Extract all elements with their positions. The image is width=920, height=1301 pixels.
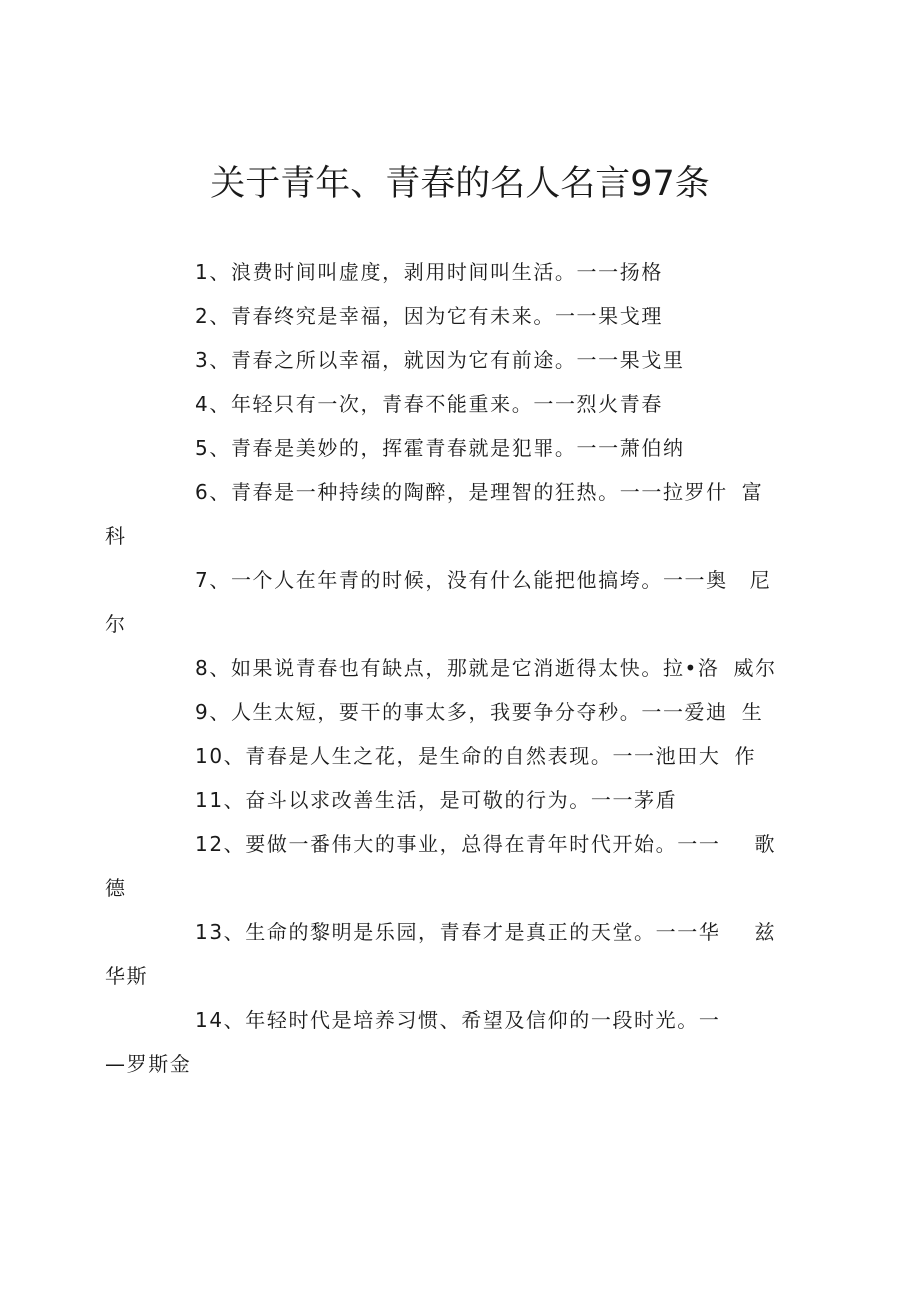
quote-text: 生命的黎明是乐园，青春才是真正的天堂。 xyxy=(245,920,656,944)
quote-author-part: 歌 xyxy=(754,832,777,856)
quote-author: 爱迪 xyxy=(684,700,728,724)
quote-author: 拉罗什 xyxy=(662,480,728,504)
quote-text: 人生太短，要干的事太多，我要争分夺秒。 xyxy=(230,700,642,724)
quote-dash: 一一 xyxy=(590,788,635,812)
quote-text: 青春之所以幸福，就因为它有前途。 xyxy=(230,348,577,372)
quote-item xyxy=(150,646,801,690)
quote-author-part: 尔 xyxy=(105,612,127,636)
quote-item xyxy=(150,382,801,426)
quote-item xyxy=(105,910,801,998)
quote-item xyxy=(150,426,801,470)
quote-number: 13、 xyxy=(195,920,246,944)
quote-author: 果戈里 xyxy=(619,348,685,372)
quote-item xyxy=(105,822,801,910)
quote-author-part: 富 xyxy=(741,480,764,504)
quote-item xyxy=(150,734,801,778)
quote-number: 2、 xyxy=(195,304,231,328)
quote-author-part: 尼 xyxy=(749,568,772,592)
quote-author-part: 威尔 xyxy=(733,656,777,680)
quote-item xyxy=(105,998,801,1086)
quote-author: 华 xyxy=(698,920,721,944)
quote-author-part: 生 xyxy=(741,700,764,724)
quote-dash: 一一 xyxy=(576,260,620,284)
quote-text: 青春是人生之花，是生命的自然表现。 xyxy=(245,744,613,768)
quote-author: 萧伯纳 xyxy=(619,436,685,460)
quote-text: 年轻时代是培养习惯、希望及信仰的一段时光。 xyxy=(245,1008,699,1032)
quote-number: 8、 xyxy=(195,656,231,680)
quote-author: 扬格 xyxy=(619,260,663,284)
quote-item xyxy=(150,778,801,822)
quote-text: 青春是美妙的，挥霍青春就是犯罪。 xyxy=(230,436,577,460)
document-title: 关于青年、青春的名人名言97条 xyxy=(210,164,710,204)
quote-text: 要做一番伟大的事业，总得在青年时代开始。 xyxy=(245,832,678,856)
quote-author: 茅盾 xyxy=(634,788,678,812)
quote-dash: 一 xyxy=(698,1008,721,1032)
quote-number: 9、 xyxy=(195,700,231,724)
quote-text: 青春终究是幸福，因为它有未来。 xyxy=(230,304,555,328)
quote-author: —罗斯金 xyxy=(105,1052,192,1076)
quote-author: 果戈理 xyxy=(598,304,663,328)
quote-dash: 一一 xyxy=(655,920,699,944)
quote-dash: 一一 xyxy=(612,744,656,768)
quote-number: 4、 xyxy=(195,392,231,416)
quote-dash: 一一 xyxy=(641,700,685,724)
quote-number: 14、 xyxy=(195,1008,246,1032)
quote-item xyxy=(105,558,801,646)
quote-dash: 一一 xyxy=(662,568,707,592)
quote-author-part: 兹 xyxy=(754,920,777,944)
quote-dash: 一一 xyxy=(576,348,620,372)
quote-item xyxy=(105,470,801,558)
quote-author: 拉•洛 xyxy=(662,656,720,680)
quote-author-part: 作 xyxy=(734,744,757,768)
quote-dash: 一一 xyxy=(533,392,577,416)
quote-number: 3、 xyxy=(195,348,231,372)
quote-number: 10、 xyxy=(195,744,246,768)
quote-text: 浪费时间叫虚度，剥用时间叫生活。 xyxy=(230,260,577,284)
quote-number: 11、 xyxy=(195,788,246,812)
quote-number: 1、 xyxy=(195,260,231,284)
quote-item xyxy=(150,690,801,734)
quote-author: 奥 xyxy=(706,568,728,592)
quote-item xyxy=(150,338,801,382)
quote-text: 一个人在年青的时候，没有什么能把他搞垮。 xyxy=(230,568,663,592)
quote-item xyxy=(150,294,801,338)
quote-text: 年轻只有一次，青春不能重来。 xyxy=(230,392,534,416)
quote-text: 青春是一种持续的陶醉，是理智的狂热。 xyxy=(230,480,620,504)
quote-dash: 一一 xyxy=(619,480,663,504)
quote-number: 7、 xyxy=(195,568,231,592)
quote-author-part: 德 xyxy=(105,876,127,900)
quote-author-part: 华斯 xyxy=(105,964,149,988)
quote-dash: 一一 xyxy=(554,304,599,328)
quote-number: 12、 xyxy=(195,832,246,856)
quote-text: 奋斗以求改善生活，是可敬的行为。 xyxy=(245,788,591,812)
quote-list xyxy=(105,250,801,1086)
quote-dash: 一一 xyxy=(677,832,721,856)
quote-author-part: 科 xyxy=(105,524,127,548)
quote-number: 6、 xyxy=(195,480,231,504)
quote-author: 池田大 xyxy=(655,744,721,768)
quote-number: 5、 xyxy=(195,436,231,460)
quote-author: 烈火青春 xyxy=(576,392,663,416)
quote-dash: 一一 xyxy=(576,436,620,460)
quote-text: 如果说青春也有缺点，那就是它消逝得太快。 xyxy=(230,656,663,680)
quote-item xyxy=(150,250,801,294)
